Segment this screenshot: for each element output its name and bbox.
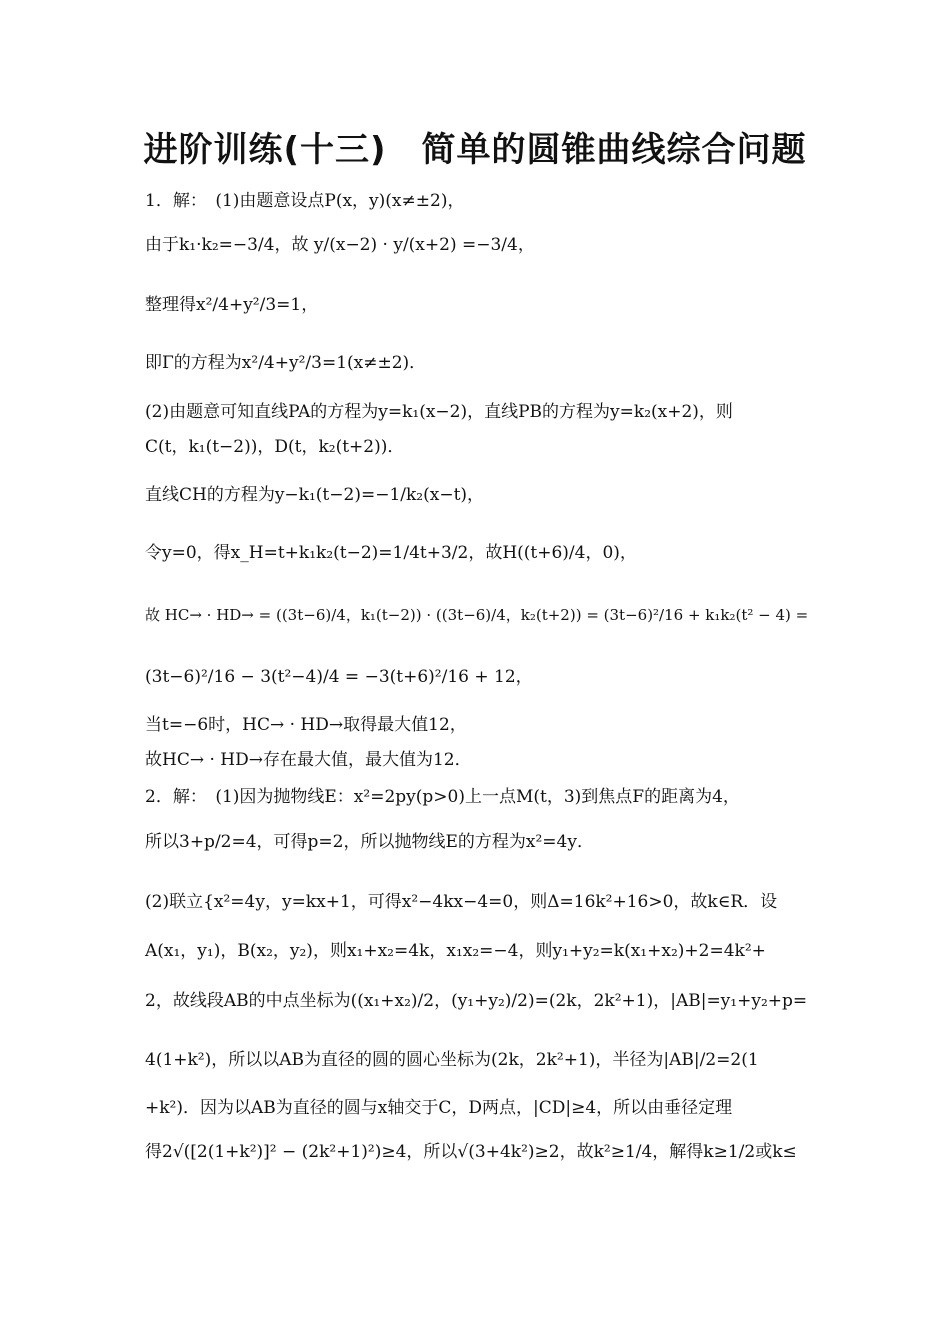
solution-line-16: A(x₁，y₁)，B(x₂，y₂)，则x₁+x₂=4k，x₁x₂=−4，则y₁+y₂=k(x₁+x₂)+2=4k²+ — [145, 941, 766, 961]
solution-line-19: +k²)．因为以AB为直径的圆与x轴交于C，D两点，|CD|≥4，所以由垂径定理 — [145, 1098, 733, 1118]
solution-line-1: 1．解： (1)由题意设点P(x，y)(x≠±2)， — [145, 191, 465, 211]
solution-line-15: (2)联立{x²=4y，y=kx+1，可得x²−4kx−4=0，则Δ=16k²+16>0，故k∈R．设 — [145, 892, 778, 912]
solution-line-17: 2，故线段AB的中点坐标为((x₁+x₂)/2，(y₁+y₂)/2)=(2k，2k²+1)，|AB|=y₁+y₂+p= — [145, 991, 808, 1011]
solution-line-3: 整理得x²/4+y²/3=1， — [145, 295, 319, 315]
solution-line-2: 由于k₁·k₂=−3/4，故 y/(x−2) · y/(x+2) =−3/4， — [145, 235, 535, 255]
solution-line-9: 故 HC→ · HD→ = ((3t−6)/4，k₁(t−2)) · ((3t−6)/4，k₂(t+2)) = (3t−6)²/16 + k₁k₂(t² − 4) = — [145, 606, 809, 624]
solution-line-6: C(t，k₁(t−2))，D(t，k₂(t+2))． — [145, 437, 405, 457]
solution-line-11: 当t=−6时，HC→ · HD→取得最大值12， — [145, 715, 467, 735]
solution-line-8: 令y=0，得x_H=t+k₁k₂(t−2)=1/4t+3/2，故H((t+6)/4，0)， — [145, 543, 637, 563]
solution-line-18: 4(1+k²)，所以以AB为直径的圆的圆心坐标为(2k，2k²+1)，半径为|AB|/2=2(1 — [145, 1050, 759, 1070]
solution-line-5: (2)由题意可知直线PA的方程为y=k₁(x−2)，直线PB的方程为y=k₂(x+2)，则 — [145, 402, 733, 422]
solution-line-7: 直线CH的方程为y−k₁(t−2)=−1/k₂(x−t)， — [145, 485, 485, 505]
solution-line-12: 故HC→ · HD→存在最大值，最大值为12． — [145, 750, 472, 770]
page-title: 进阶训练(十三) 简单的圆锥曲线综合问题 — [143, 130, 807, 170]
solution-line-14: 所以3+p/2=4，可得p=2，所以抛物线E的方程为x²=4y． — [145, 832, 594, 852]
solution-line-13: 2．解： (1)因为抛物线E：x²=2py(p>0)上一点M(t，3)到焦点F的距离为4， — [145, 787, 740, 807]
solution-line-10: (3t−6)²/16 − 3(t²−4)/4 = −3(t+6)²/16 + 12， — [145, 667, 533, 687]
solution-line-20: 得2√([2(1+k²)]² − (2k²+1)²)≥4，所以√(3+4k²)≥2，故k²≥1/4，解得k≥1/2或k≤ — [145, 1142, 797, 1162]
solution-line-4: 即Γ的方程为x²/4+y²/3=1(x≠±2)． — [145, 353, 427, 373]
